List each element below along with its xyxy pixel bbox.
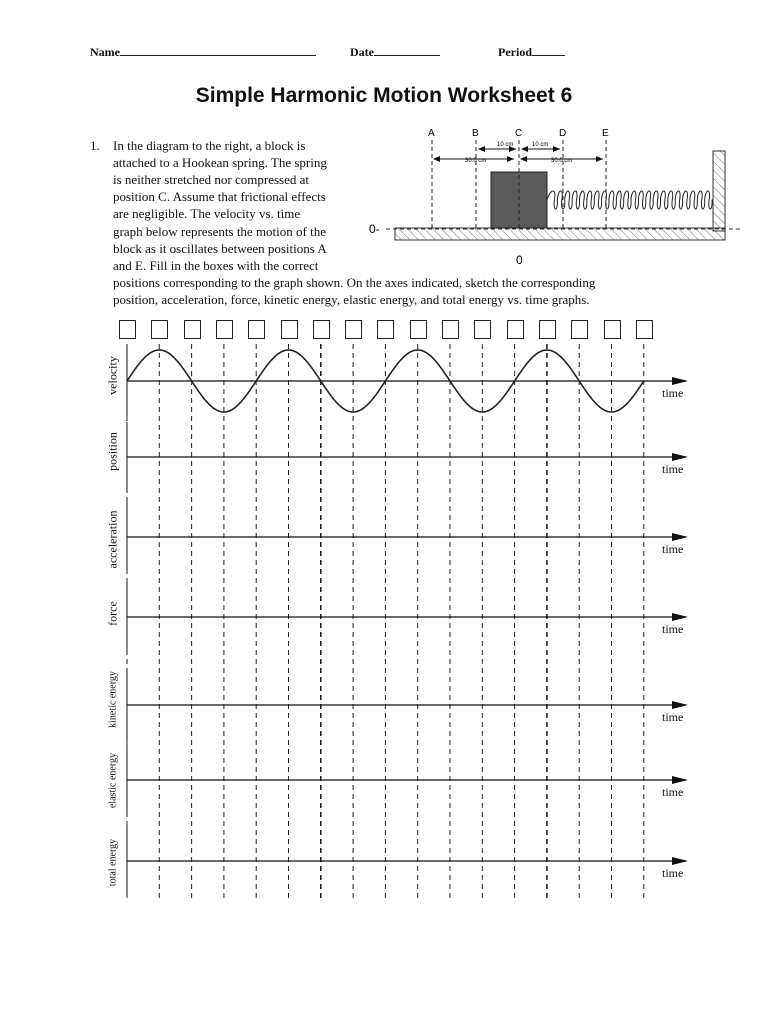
- zero-marker-left: 0-: [369, 222, 380, 236]
- graph-label-elastic-energy: elastic energy: [107, 752, 119, 809]
- question-line: position C. Assume that frictional effects: [113, 189, 326, 205]
- axis-arrow-icon: [672, 613, 688, 621]
- graph-label-kinetic-energy: kinetic energy: [107, 671, 119, 728]
- question-line: positions corresponding to the graph shown. On the axes indicated, sketch the corresponding: [113, 275, 596, 290]
- period-label: Period: [498, 45, 532, 59]
- question-number: 1.: [90, 138, 100, 153]
- question-line: block as it oscillates between positions A: [113, 240, 327, 256]
- graph-label-position: position: [105, 432, 120, 471]
- graph-label-force: force: [105, 601, 120, 626]
- question-line: position, acceleration, force, kinetic energy, elastic energy, and total energy vs. time graphs.: [113, 292, 590, 307]
- spring-block-diagram: [369, 128, 740, 267]
- position-label-e: E: [602, 128, 609, 139]
- dim-30cm-label-left: 30.0 cm: [465, 158, 487, 164]
- time-axis-label: time: [662, 866, 684, 880]
- graph-axes: [127, 346, 688, 896]
- dim-30cm-label-right: 30.0 cm: [551, 158, 573, 164]
- graph-label-total-energy: total energy: [107, 838, 119, 887]
- spring: [547, 191, 713, 209]
- name-label: Name: [90, 45, 120, 59]
- time-axis-label: time: [662, 785, 684, 799]
- zero-marker-bottom: 0: [516, 253, 523, 267]
- axis-arrow-icon: [672, 857, 688, 865]
- position-markers: [428, 128, 609, 228]
- date-label: Date: [350, 45, 374, 59]
- position-label-b: B: [472, 128, 479, 139]
- question-line: and E. Fill in the boxes with the correct: [113, 257, 319, 273]
- floor: [395, 228, 725, 240]
- question-line: graph below represents the motion of the: [113, 223, 326, 239]
- wall: [713, 151, 725, 231]
- axis-arrow-icon: [672, 701, 688, 709]
- graph-label-acceleration: acceleration: [105, 510, 120, 569]
- question-line: is neither stretched nor compressed at: [113, 172, 310, 188]
- time-grid-lines: [127, 344, 644, 898]
- dim-10cm-label-right: 10 cm: [532, 142, 549, 148]
- question-line: attached to a Hookean spring. The spring: [113, 155, 327, 171]
- axis-arrow-icon: [672, 453, 688, 461]
- time-axis-label: time: [662, 710, 684, 724]
- time-axis-label: time: [662, 622, 684, 636]
- axis-arrow-icon: [672, 533, 688, 541]
- time-axis-label: time: [662, 542, 684, 556]
- page-title: Simple Harmonic Motion Worksheet 6: [195, 84, 573, 107]
- question-line: are negligible. The velocity vs. time: [113, 206, 301, 222]
- graph-label-velocity: velocity: [105, 356, 120, 395]
- axis-arrow-icon: [672, 776, 688, 784]
- axis-arrow-icon: [672, 377, 688, 385]
- question-line: In the diagram to the right, a block is: [113, 138, 306, 153]
- time-axis-label: time: [662, 386, 684, 400]
- position-label-a: A: [428, 128, 435, 139]
- position-label-c: C: [515, 128, 523, 139]
- time-axis-label: time: [662, 462, 684, 476]
- position-label-d: D: [559, 128, 567, 139]
- dim-10cm-label-left: 10 cm: [497, 142, 514, 148]
